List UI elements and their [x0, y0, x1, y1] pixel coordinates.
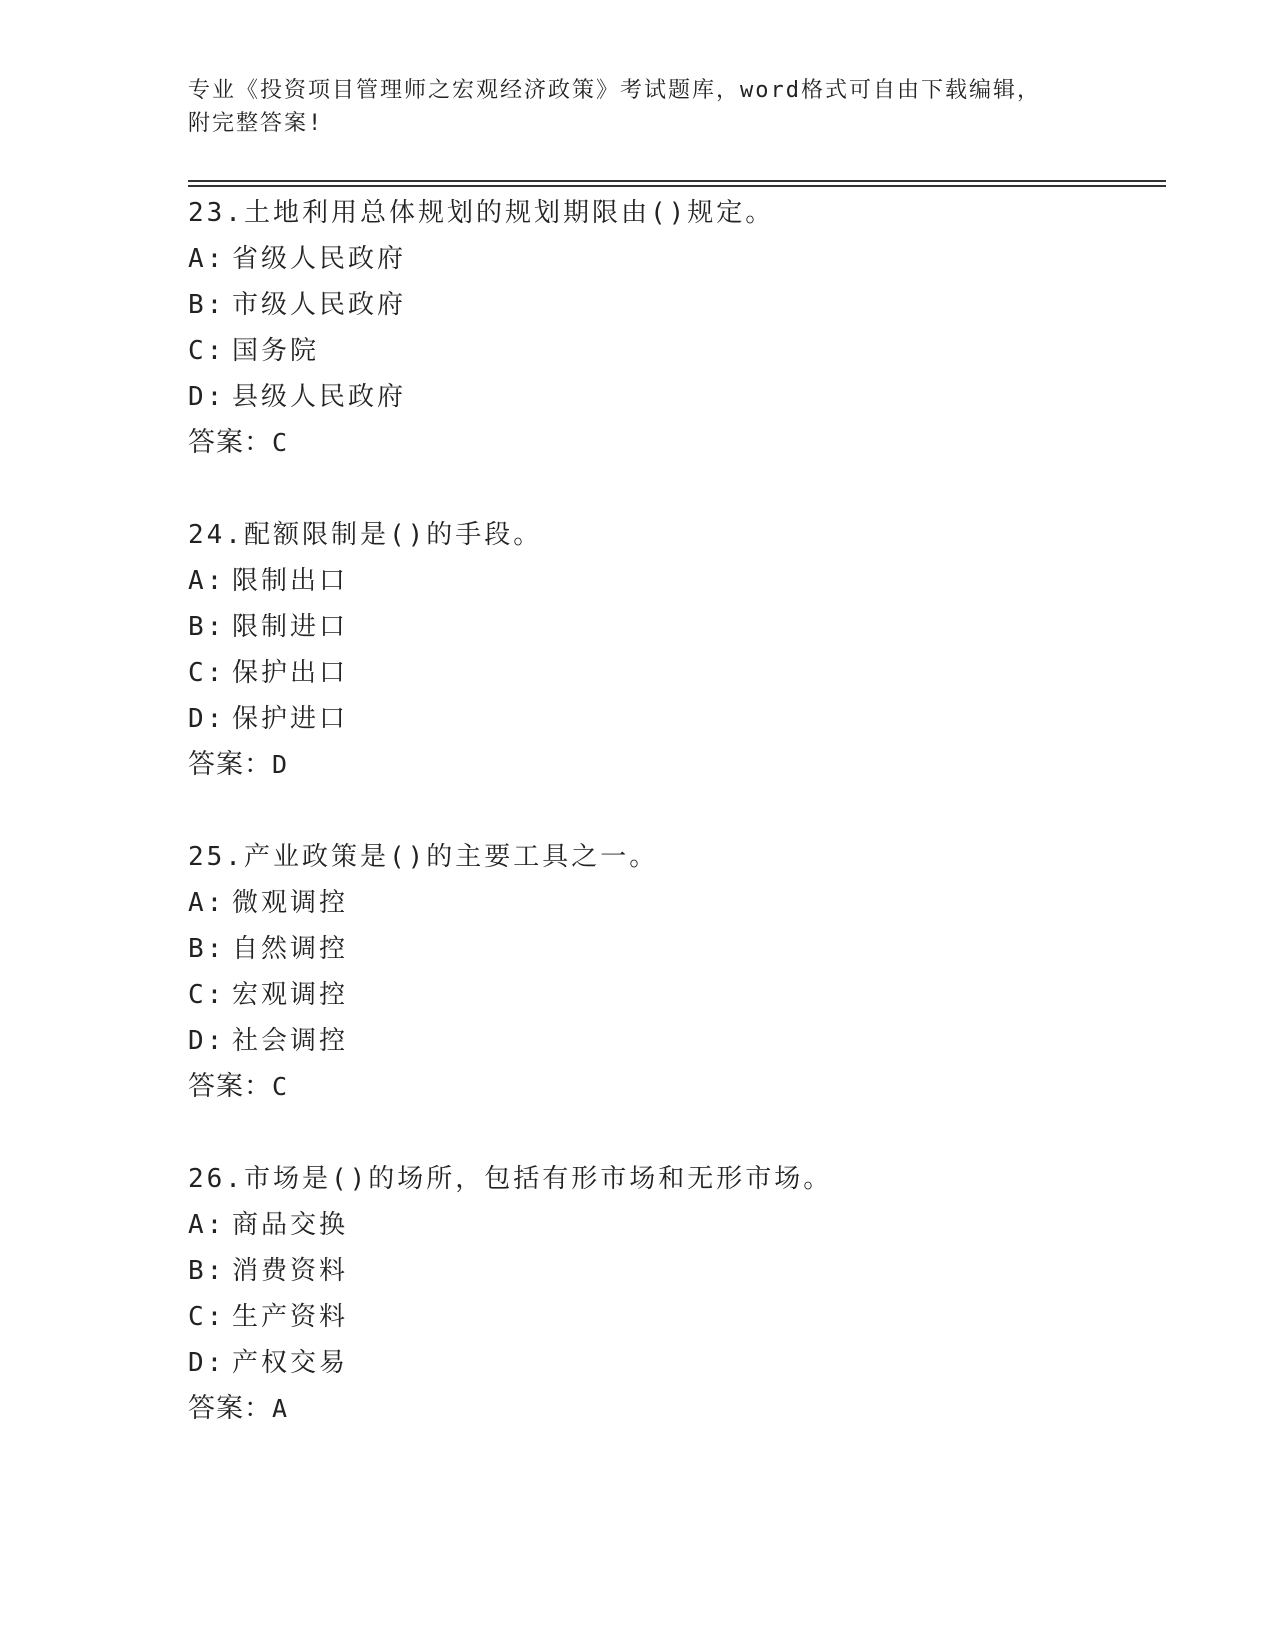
answer-line	[188, 1386, 1168, 1432]
option-b	[188, 282, 1168, 328]
question-list	[188, 190, 1168, 1478]
answer-label: 答案：	[188, 427, 272, 458]
option-key: D:	[188, 1348, 226, 1378]
answer-value: D	[272, 750, 288, 779]
answer-value: C	[272, 1072, 288, 1101]
option-text: 保护出口	[232, 658, 349, 688]
document-header	[188, 74, 1088, 140]
option-text: 社会调控	[232, 1026, 349, 1056]
option-text: 市级人民政府	[232, 290, 407, 320]
header-divider-bottom	[188, 185, 1166, 187]
option-key: B:	[188, 612, 226, 642]
option-text: 国务院	[232, 336, 320, 366]
option-key: B:	[188, 1256, 226, 1286]
option-text: 生产资料	[232, 1302, 349, 1332]
option-text: 消费资料	[232, 1256, 349, 1286]
option-text: 商品交换	[232, 1210, 349, 1240]
question-23	[188, 190, 1168, 466]
answer-label: 答案：	[188, 1393, 272, 1424]
option-key: A:	[188, 566, 226, 596]
option-key: D:	[188, 1026, 226, 1056]
option-key: B:	[188, 290, 226, 320]
option-key: D:	[188, 382, 226, 412]
question-26	[188, 1156, 1168, 1432]
header-line-1: 专业《投资项目管理师之宏观经济政策》考试题库，word格式可自由下载编辑，	[188, 78, 1041, 103]
option-key: A:	[188, 1210, 226, 1240]
question-stem: 25.产业政策是()的主要工具之一。	[188, 842, 659, 872]
option-key: A:	[188, 244, 226, 274]
option-d	[188, 1018, 1168, 1064]
option-key: A:	[188, 888, 226, 918]
answer-label: 答案：	[188, 1071, 272, 1102]
option-d	[188, 374, 1168, 420]
option-key: C:	[188, 980, 226, 1010]
option-d	[188, 696, 1168, 742]
option-key: C:	[188, 1302, 226, 1332]
question-stem: 26.市场是()的场所，包括有形市场和无形市场。	[188, 1164, 833, 1194]
answer-line	[188, 420, 1168, 466]
option-key: D:	[188, 704, 226, 734]
answer-line	[188, 1064, 1168, 1110]
option-text: 省级人民政府	[232, 244, 407, 274]
header-line-2: 附完整答案!	[188, 111, 324, 136]
option-text: 产权交易	[232, 1348, 349, 1378]
option-d	[188, 1340, 1168, 1386]
answer-label: 答案：	[188, 749, 272, 780]
question-24	[188, 512, 1168, 788]
answer-value: A	[272, 1394, 288, 1423]
header-divider-top	[188, 180, 1166, 182]
option-b	[188, 926, 1168, 972]
option-text: 宏观调控	[232, 980, 349, 1010]
answer-line	[188, 742, 1168, 788]
option-text: 自然调控	[232, 934, 349, 964]
option-c	[188, 650, 1168, 696]
option-c	[188, 972, 1168, 1018]
option-key: C:	[188, 658, 226, 688]
option-a	[188, 558, 1168, 604]
option-key: B:	[188, 934, 226, 964]
option-text: 微观调控	[232, 888, 349, 918]
option-b	[188, 604, 1168, 650]
option-a	[188, 236, 1168, 282]
option-key: C:	[188, 336, 226, 366]
option-b	[188, 1248, 1168, 1294]
question-stem: 23.土地利用总体规划的规划期限由()规定。	[188, 198, 775, 228]
option-text: 限制出口	[232, 566, 349, 596]
option-a	[188, 1202, 1168, 1248]
question-stem: 24.配额限制是()的手段。	[188, 520, 543, 550]
option-text: 限制进口	[232, 612, 349, 642]
option-c	[188, 1294, 1168, 1340]
question-25	[188, 834, 1168, 1110]
option-text: 县级人民政府	[232, 382, 407, 412]
option-a	[188, 880, 1168, 926]
option-c	[188, 328, 1168, 374]
answer-value: C	[272, 428, 288, 457]
option-text: 保护进口	[232, 704, 349, 734]
